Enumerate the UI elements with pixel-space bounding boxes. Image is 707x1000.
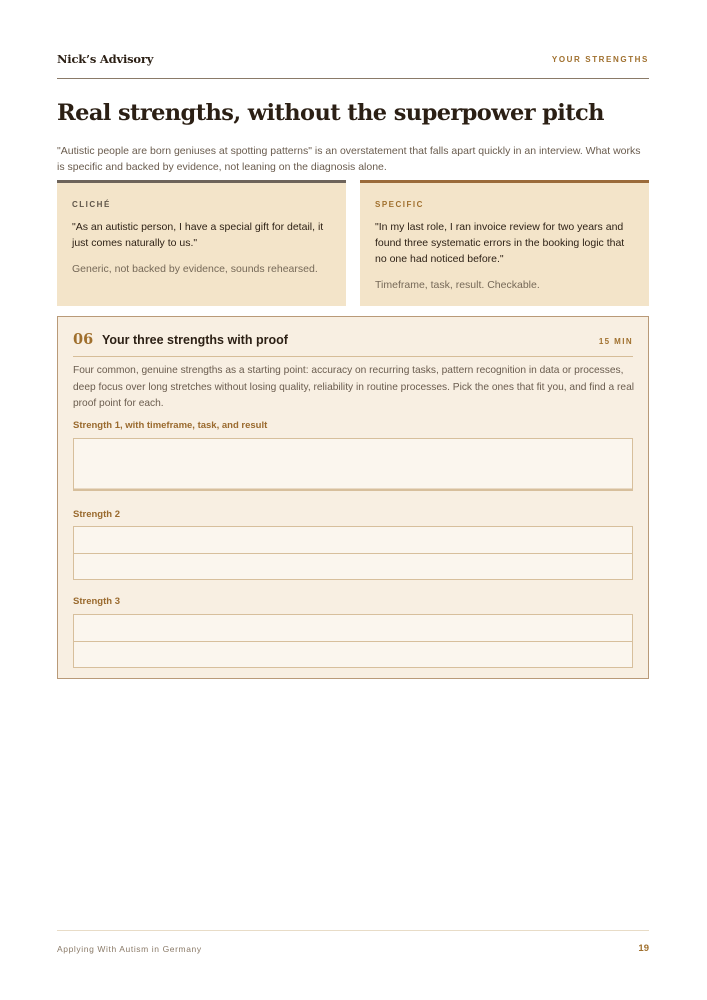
specific-note: Timeframe, task, result. Checkable. — [375, 279, 540, 291]
section-tag: YOUR STRENGTHS — [551, 55, 649, 64]
specific-card — [360, 180, 649, 306]
cliche-quote: "As an autistic person, I have a special gift for detail, it just comes naturally to us." — [72, 221, 324, 249]
page-footer — [57, 930, 649, 961]
cliche-note: Generic, not backed by evidence, sounds rehearsed. — [72, 263, 318, 275]
strength-2-line-2[interactable] — [74, 553, 632, 579]
strength-1-input[interactable] — [73, 438, 633, 491]
strength-3-line-2[interactable] — [74, 641, 632, 667]
page — [57, 0, 649, 1000]
cliche-label: CLICHÉ — [72, 200, 111, 209]
exercise-panel — [57, 316, 649, 679]
strength-3-label: Strength 3 — [73, 596, 120, 607]
strength-2-input[interactable] — [73, 526, 633, 580]
footer-title: Applying With Autism in Germany — [57, 944, 202, 954]
exercise-duration: 15 MIN — [598, 337, 633, 346]
page-number: 19 — [638, 943, 649, 954]
brand-name: Nick’s Advisory — [57, 52, 154, 66]
intro-paragraph: "Autistic people are born geniuses at spotting patterns" is an overstatement that falls apart quickly in an interview. What works is specific and backed by evidence, not leaning on the diagnosis alone. — [57, 145, 641, 173]
strength-2-label: Strength 2 — [73, 509, 120, 520]
strength-3-line-1[interactable] — [74, 615, 632, 641]
exercise-description: Four common, genuine strengths as a starting point: accuracy on recurring tasks, pattern recognition in data or processes, deep focus over long stretches without losing quality, reliability in routine processes. Pick the ones that fit you, and find a real proof point for each. — [73, 365, 634, 409]
strength-3-input[interactable] — [73, 614, 633, 668]
page-header — [57, 52, 649, 79]
page-title: Real strengths, without the superpower pitch — [57, 100, 604, 126]
exercise-number: 06 — [73, 331, 94, 348]
exercise-header — [73, 331, 633, 357]
specific-label: SPECIFIC — [375, 200, 424, 209]
strength-1-label: Strength 1, with timeframe, task, and result — [73, 420, 268, 431]
cliche-card — [57, 180, 346, 306]
specific-quote: "In my last role, I ran invoice review for two years and found three systematic errors in the booking logic that no one had noticed before." — [375, 221, 625, 265]
strength-2-line-1[interactable] — [74, 527, 632, 553]
exercise-title: Your three strengths with proof — [102, 333, 288, 347]
